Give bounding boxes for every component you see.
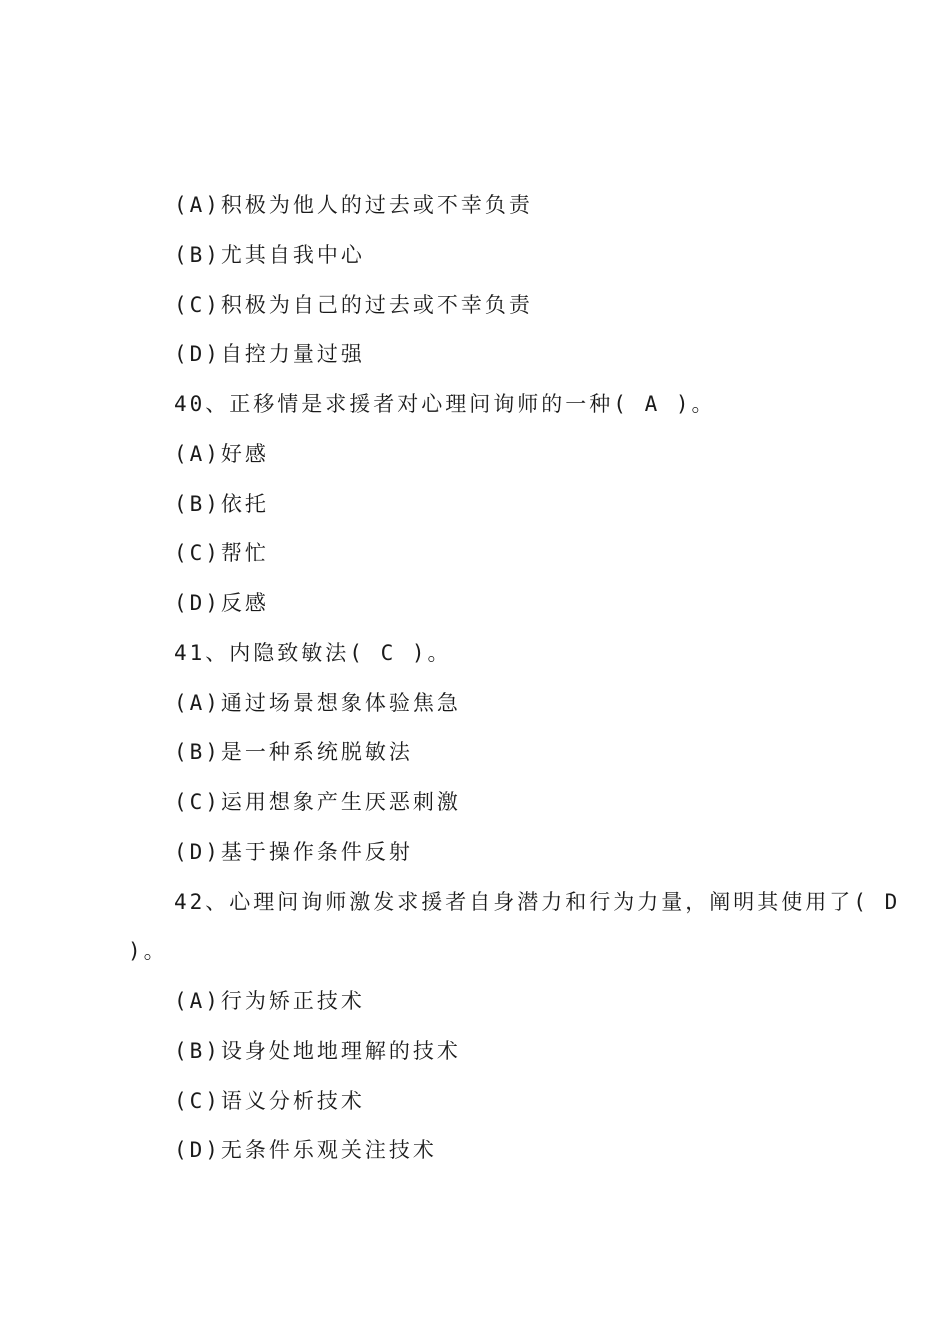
q41-question: 41、内隐致敏法( C )。 — [174, 641, 452, 665]
q41-option-c: (C)运用想象产生厌恶刺激 — [174, 790, 461, 814]
q41-option-d: (D)基于操作条件反射 — [174, 840, 413, 864]
q39-option-a: (A)积极为他人的过去或不幸负责 — [174, 193, 533, 217]
q40-question: 40、正移情是求援者对心理问询师的一种( A )。 — [174, 392, 716, 416]
q42-question-line2: )。 — [128, 939, 168, 963]
q41-option-a: (A)通过场景想象体验焦急 — [174, 691, 461, 715]
q42-option-b: (B)设身处地地理解的技术 — [174, 1039, 461, 1063]
q42-question-line1: 42、心理问询师激发求援者自身潜力和行为力量，阐明其使用了( D — [174, 890, 901, 914]
q42-option-c: (C)语义分析技术 — [174, 1089, 365, 1113]
q42-option-d: (D)无条件乐观关注技术 — [174, 1138, 437, 1162]
q41-option-b: (B)是一种系统脱敏法 — [174, 740, 413, 764]
q40-option-a: (A)好感 — [174, 442, 269, 466]
q42-option-a: (A)行为矫正技术 — [174, 989, 365, 1013]
q39-option-b: (B)尤其自我中心 — [174, 243, 365, 267]
q39-option-c: (C)积极为自己的过去或不幸负责 — [174, 293, 533, 317]
q40-option-c: (C)帮忙 — [174, 541, 269, 565]
q40-option-b: (B)依托 — [174, 492, 269, 516]
q40-option-d: (D)反感 — [174, 591, 269, 615]
q39-option-d: (D)自控力量过强 — [174, 342, 365, 366]
